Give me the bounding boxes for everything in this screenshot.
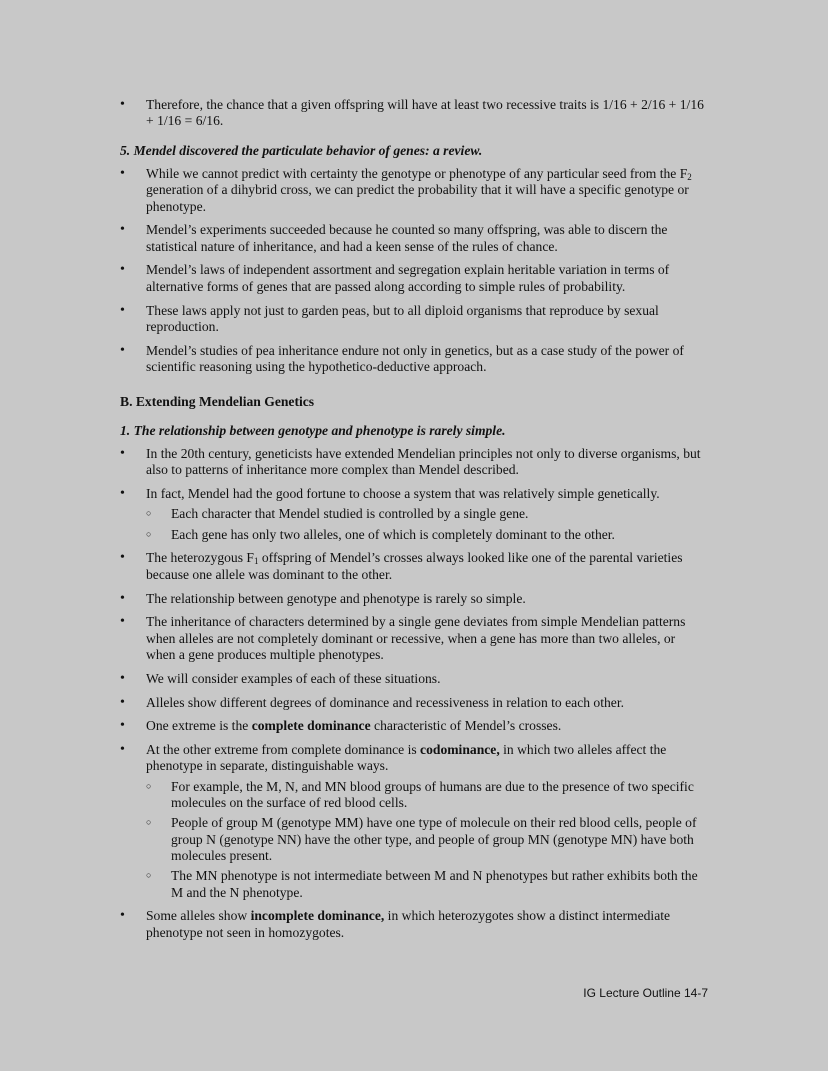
list-item: • The relationship between genotype and phenotype is rarely so simple. (120, 590, 526, 606)
list-item: • The inheritance of characters determined by a single gene deviates from simple Mendelian patterns when alleles are not completely dominant or recessive, when a gene has more than two alleles, or when a gene produces multiple phenotypes. (120, 614, 686, 662)
bullet-icon: • (120, 614, 125, 630)
section-5-list (0, 166, 828, 383)
sub-list-item: ○ People of group M (genotype MM) have one type of molecule on their red blood cells, people of group N (genotype NN) have the other type, and people of group MN (genotype MN) have both molecules present. (146, 815, 697, 863)
list-item: • Alleles show different degrees of dominance and recessiveness in relation to each other. (120, 694, 625, 710)
sub-list-item: ○ The MN phenotype is not intermediate between M and N phenotypes but rather exhibits both the M and the N phenotype. (146, 868, 698, 900)
circle-bullet-icon: ○ (146, 508, 152, 519)
list-item: • Mendel’s laws of independent assortment and segregation explain heritable variation in terms of alternative forms of genes that are passed along according to simple rules of probability. (120, 262, 670, 294)
section-5-heading: 5. Mendel discovered the particulate behavior of genes: a review. (120, 143, 483, 158)
sub-list-item: ○ For example, the M, N, and MN blood groups of humans are due to the presence of two specific molecules on the surface of red blood cells. (146, 778, 694, 811)
list-item: • Mendel’s studies of pea inheritance endure not only in genetics, but as a case study of the power of scientific reasoning using the hypothetico-deductive approach. (120, 342, 684, 374)
bullet-icon: • (120, 694, 125, 710)
sub-list-item: ○ Each gene has only two alleles, one of which is completely dominant to the other. (146, 526, 615, 542)
bullet-icon: • (120, 222, 125, 238)
bullet-icon: • (120, 262, 125, 278)
sub-list-item: ○ Each character that Mendel studied is controlled by a single gene. (146, 506, 529, 522)
bullet-icon: • (120, 718, 125, 734)
page-footer: IG Lecture Outline 14-7 (583, 986, 708, 1000)
bullet-icon: • (120, 486, 125, 502)
list-item: • One extreme is the complete dominance characteristic of Mendel’s crosses. (120, 718, 562, 734)
list-item: • Some alleles show incomplete dominance, in which heterozygotes show a distinct intermediate phenotype not seen in homozygotes. (120, 908, 671, 940)
circle-bullet-icon: ○ (146, 528, 152, 539)
bullet-icon: • (120, 908, 125, 924)
list-item: • In the 20th century, geneticists have extended Mendelian principles not only to diverse organisms, but also to patterns of inheritance more complex than Mendel described. (120, 446, 701, 478)
list-item: • Therefore, the chance that a given offspring will have at least two recessive traits is 1/16 + 2/16 + 1/16 + 1/16 = 6/16. (120, 97, 704, 129)
list-item: • At the other extreme from complete dominance is codominance, in which two alleles affect the phenotype in separate, distinguishable ways. ○ For example, the M, N, and MN blood groups of humans are due to the presence of two specific molecules on the surface of red blood cells. ○ People of group M (genotype MM) have one type of molecule on their red blood cells, people of group N (genotype NN) have the other type, and people of group MN (genotype MN) have both molecules present. ○ The MN phenotype is not intermediate between M and N phenotypes but rather exhibits both the M and the N phenotype. (0, 742, 828, 901)
list-item: • These laws apply not just to garden peas, but to all diploid organisms that reproduce by sexual reproduction. (120, 302, 659, 334)
list-item: • While we cannot predict with certainty the genotype or phenotype of any particular seed from the $F_2$ generation of a dihybrid cross, we can predict the probability that it will have a specific genotype or phenotype. (120, 166, 692, 214)
section-b-heading: B. Extending Mendelian Genetics (120, 394, 315, 409)
section-a-continuation (0, 97, 828, 137)
bullet-icon: • (120, 166, 125, 181)
list-item: • The heterozygous $F_1$ offspring of Mendel’s crosses always looked like one of the parental varieties because one allele was dominant to the other. (120, 550, 683, 582)
bullet-icon: • (120, 550, 125, 566)
section-b1-heading: 1. The relationship between genotype and phenotype is rarely simple. (120, 423, 506, 438)
list-item: • In fact, Mendel had the good fortune to choose a system that was relatively simple genetically. ○ Each character that Mendel studied is controlled by a single gene. ○ Each gene has only two alleles, one of which is completely dominant to the other. (0, 486, 828, 543)
list-item: • We will consider examples of each of these situations. (120, 670, 441, 686)
bullet-icon: • (120, 742, 125, 758)
bullet-icon: • (120, 670, 125, 686)
circle-bullet-icon: ○ (146, 780, 152, 791)
bullet-icon: • (120, 302, 125, 318)
section-b1-list (0, 446, 828, 948)
circle-bullet-icon: ○ (146, 870, 152, 881)
list-item: • Mendel’s experiments succeeded because he counted so many offspring, was able to discern the statistical nature of inheritance, and had a keen sense of the rules of chance. (120, 222, 668, 254)
bullet-icon: • (120, 590, 125, 606)
bullet-icon: • (120, 446, 125, 461)
circle-bullet-icon: ○ (146, 817, 152, 828)
bullet-icon: • (120, 97, 125, 112)
bullet-icon: • (120, 342, 125, 358)
